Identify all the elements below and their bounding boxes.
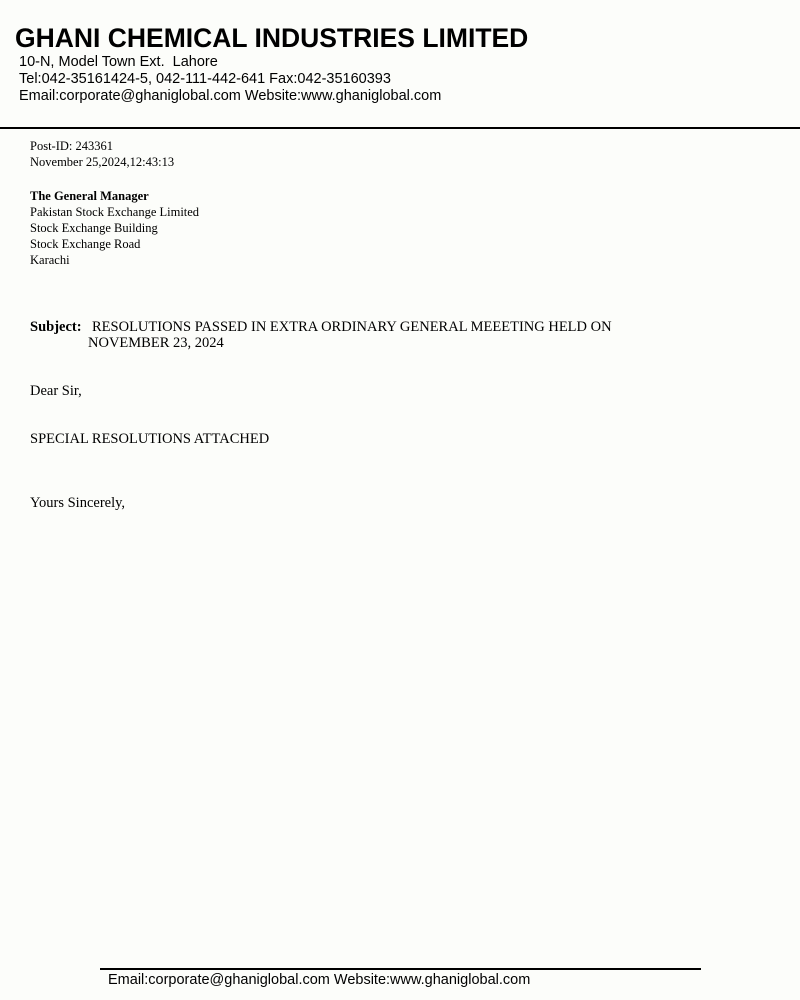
salutation: Dear Sir, (30, 383, 82, 399)
company-name: GHANI CHEMICAL INDUSTRIES LIMITED (15, 23, 529, 53)
recipient-line: Stock Exchange Building (30, 221, 158, 235)
recipient-line: Stock Exchange Road (30, 237, 141, 251)
recipient-line: Pakistan Stock Exchange Limited (30, 205, 200, 219)
recipient-block (30, 188, 199, 268)
post-datetime: November 25,2024,12:43:13 (30, 155, 175, 169)
subject-label: Subject: (30, 319, 82, 335)
company-phone-fax: Tel:042-35161424-5, 042-111-442-641 Fax:042-35160393 (19, 71, 391, 87)
recipient-line: Karachi (30, 253, 70, 267)
footer-email-website: Email:corporate@ghaniglobal.com Website:www.ghaniglobal.com (108, 972, 531, 988)
post-id: Post-ID: 243361 (30, 139, 113, 153)
recipient-title: The General Manager (30, 189, 149, 203)
subject-text-line1: RESOLUTIONS PASSED IN EXTRA ORDINARY GENERAL MEEETING HELD ON (92, 319, 612, 335)
footer-divider (100, 968, 701, 970)
subject-text-line2: NOVEMBER 23, 2024 (88, 335, 224, 351)
closing: Yours Sincerely, (30, 495, 126, 511)
letterhead (0, 0, 800, 129)
letter-body: SPECIAL RESOLUTIONS ATTACHED (30, 431, 270, 447)
company-address: 10-N, Model Town Ext. Lahore (19, 54, 218, 70)
company-email-website: Email:corporate@ghaniglobal.com Website:www.ghaniglobal.com (19, 88, 442, 104)
